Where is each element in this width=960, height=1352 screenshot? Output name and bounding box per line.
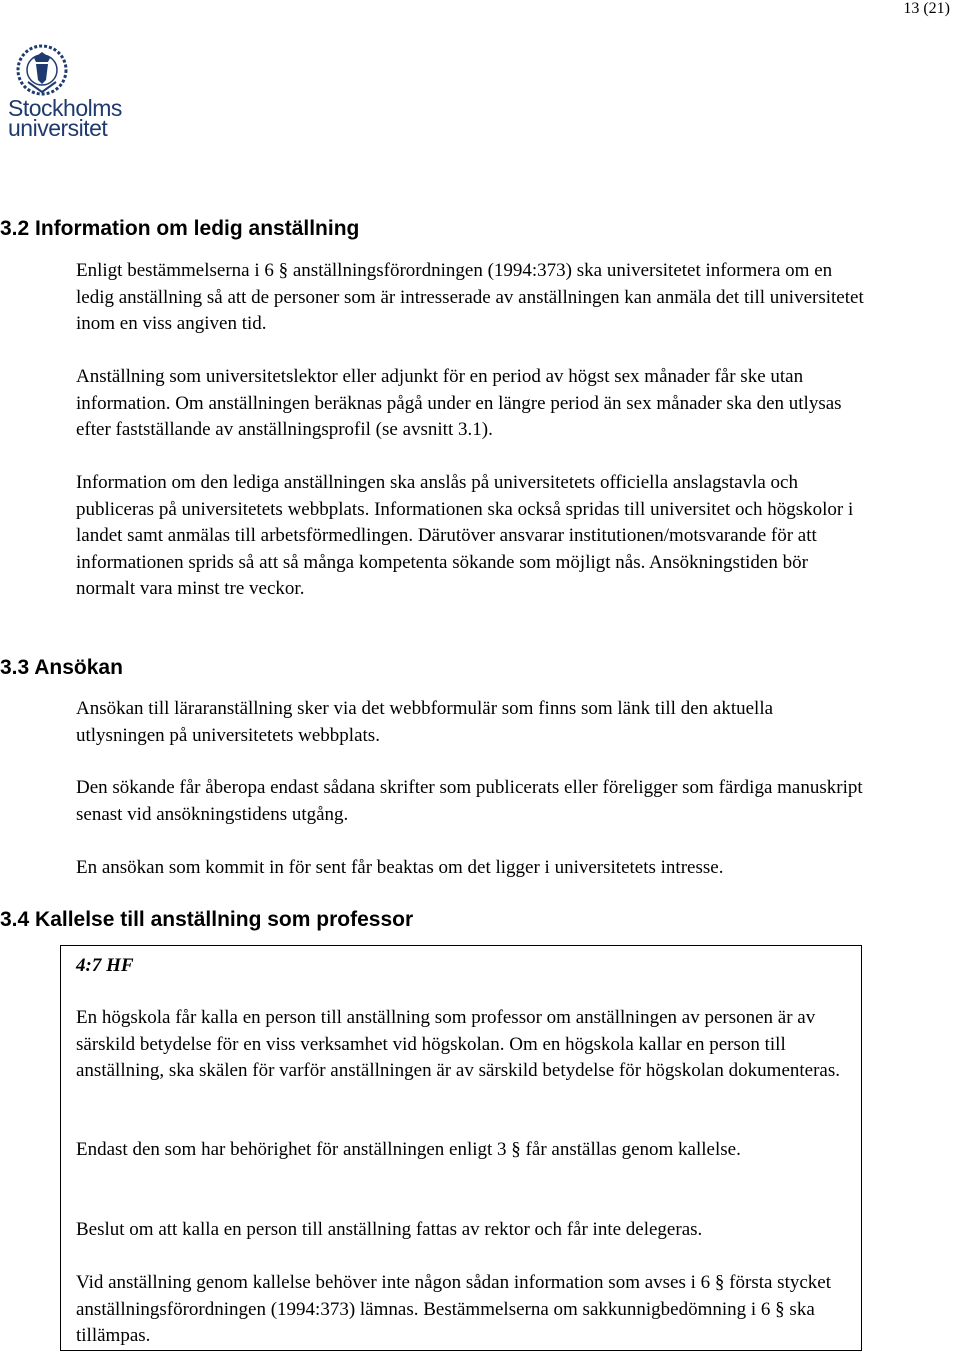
- law-reference: 4:7 HF: [76, 955, 134, 976]
- section-heading-3-2: 3.2 Information om ledig anställning: [0, 217, 360, 240]
- paragraph: Vid anställning genom kallelse behöver inte någon sådan information som avses i 6 § första stycket anställningsförordningen (1994:373) lämnas. Bestämmelserna om sakkunnigbedömning i 6 § ska tillämpas.: [76, 1272, 831, 1346]
- paragraph: Enligt bestämmelserna i 6 § anställningsförordningen (1994:373) ska universitetet informera om en ledig anställning så att de personer som är intresserade av anställningen kan anmäla det till universitetet inom en viss angiven tid.: [76, 260, 864, 334]
- paragraph: Den sökande får åberopa endast sådana skrifter som publicerats eller föreligger som färdiga manuskript senast vid ansökningstidens utgång.: [76, 777, 863, 825]
- paragraph: En högskola får kalla en person till anställning som professor om anställningen av personen är av särskild betydelse för en viss verksamhet vid högskolan. Om en högskola kallar en person till anställning, ska skälen för varför anställningen är av särskild betydelse för högskolan dokumenteras.: [76, 1007, 841, 1081]
- paragraph: Ansökan till läraranställning sker via det webbformulär som finns som länk till den aktuella utlysningen på universitetets webbplats.: [76, 698, 774, 746]
- section-heading-3-4: 3.4 Kallelse till anställning som professor: [0, 908, 414, 931]
- paragraph: Endast den som har behörighet för anställningen enligt 3 § får anställas genom kallelse.: [76, 1139, 741, 1160]
- page-number: 13 (21): [903, 0, 950, 17]
- paragraph: Information om den lediga anställningen ska anslås på universitetets officiella anslagstavla och publiceras på universitetets webbplats. Informationen ska också spridas till universitet och högskolor i landet samt anmälas till arbetsförmedlingen. Därutöver ansvarar institutionen/motsvarande för att informationen sprids så att så många kompetenta sökande som möjligt nås. Ansökningstiden bör normalt vara minst tre veckor.: [76, 472, 854, 599]
- university-logo: [5, 40, 130, 140]
- paragraph: En ansökan som kommit in för sent får beaktas om det ligger i universitetets intresse.: [76, 857, 724, 878]
- university-seal-icon: [10, 40, 74, 96]
- paragraph: Anställning som universitetslektor eller adjunkt för en period av högst sex månader får ske utan information. Om anställningen beräknas pågå under en längre period än sex månader ska den utlysas efter fastställande av anställningsprofil (se avsnitt 3.1).: [76, 366, 842, 440]
- paragraph: Beslut om att kalla en person till anställning fattas av rektor och får inte delegeras.: [76, 1219, 703, 1240]
- logo-wordmark-line1: Stockholms: [8, 95, 122, 121]
- logo-wordmark-line2: universitet: [8, 115, 108, 141]
- section-heading-3-3: 3.3 Ansökan: [0, 656, 123, 679]
